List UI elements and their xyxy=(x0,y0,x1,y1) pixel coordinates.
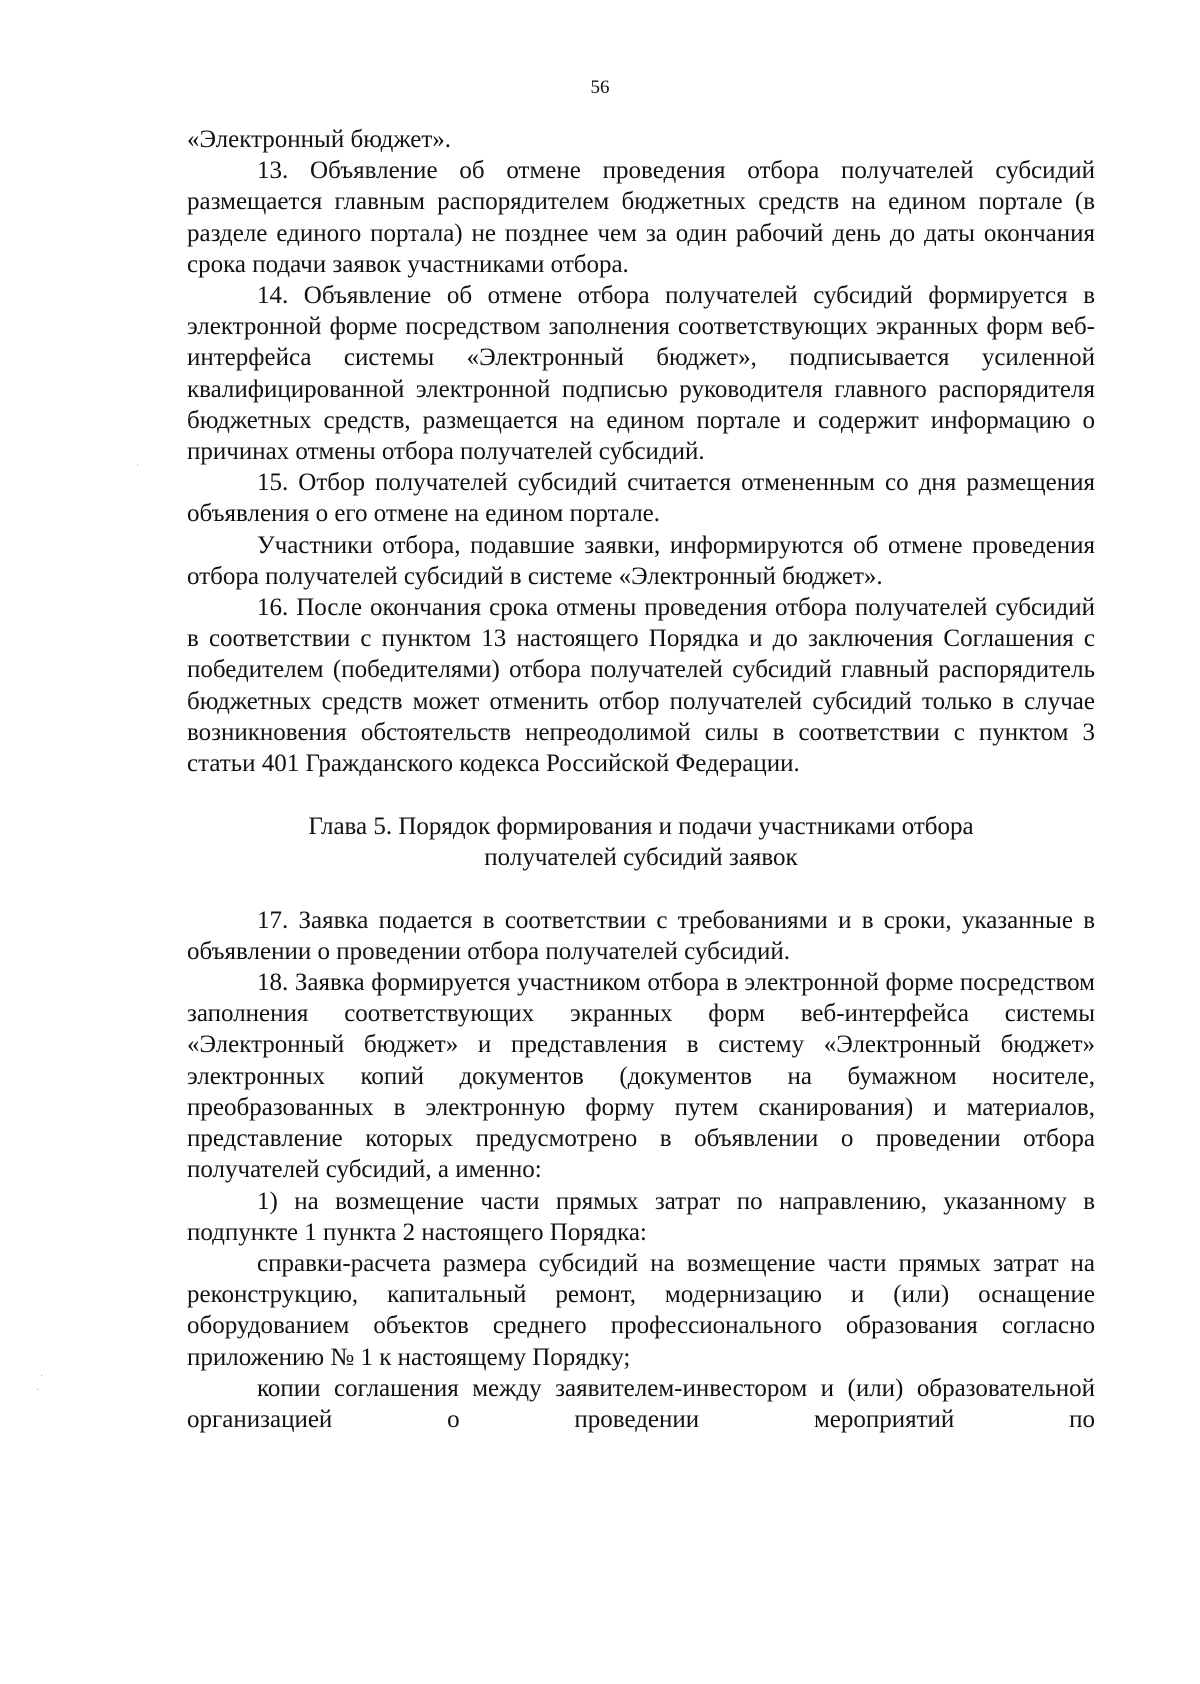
chapter-heading-line-1: Глава 5. Порядок формирования и подачи участниками отбора xyxy=(308,813,974,841)
scan-speck: · xyxy=(36,1385,40,1396)
paragraph-14: 14. Объявление об отмене отбора получателей субсидий формируется в электронной форме посредством заполнения соответствующих экранных форм веб-интерфейса системы «Электронный бюджет», подписывается усиленной квалифицированной электронной подписью руководителя главного распорядителя бюджетных средств, размещается на едином портале и содержит информацию о причинах отмены отбора получателей субсидий. xyxy=(187,282,1095,466)
paragraph-18: 18. Заявка формируется участником отбора в электронной форме посредством заполнения соответствующих экранных форм веб-интерфейса системы «Электронный бюджет» и представления в систему «Электронный бюджет» электронных копий документов (документов на бумажном носителе, преобразованных в электронную форму путем сканирования) и материалов, представление которых предусмотрено в объявлении о проведении отбора получателей субсидий, а именно: xyxy=(187,969,1095,1184)
paragraph-13: 13. Объявление об отмене проведения отбора получателей субсидий размещается главным распорядителем бюджетных средств на едином портале (в разделе единого портала) не позднее чем за один рабочий день до даты окончания срока подачи заявок участниками отбора. xyxy=(187,157,1095,278)
paragraph-15: 15. Отбор получателей субсидий считается отмененным со дня размещения объявления о его отмене на едином портале. xyxy=(187,469,1095,528)
page-number: 56 xyxy=(590,77,610,98)
continuation-text: «Электронный бюджет». xyxy=(187,126,452,153)
paragraph-17: 17. Заявка подается в соответствии с требованиями и в сроки, указанные в объявлении о проведении отбора получателей субсидий. xyxy=(187,906,1095,965)
chapter-heading-line-2: получателей субсидий заявок xyxy=(484,844,798,872)
list-subitem-calculation: справки-расчета размера субсидий на возмещение части прямых затрат на реконструкцию, капитальный ремонт, модернизацию и (или) оснащение оборудованием объектов среднего профессионального образования согласно приложению № 1 к настоящему Порядку; xyxy=(187,1249,1095,1371)
scan-speck: · xyxy=(40,1371,44,1382)
paragraph-participants-notice: Участники отбора, подавшие заявки, информируются об отмене проведения отбора получателей субсидий в системе «Электронный бюджет». xyxy=(187,531,1095,590)
list-item-1: 1) на возмещение части прямых затрат по направлению, указанному в подпункте 1 пункта 2 настоящего Порядка: xyxy=(187,1187,1095,1246)
paragraph-16: 16. После окончания срока отмены проведения отбора получателей субсидий в соответствии с пунктом 13 настоящего Порядка и до заключения Соглашения с победителем (победителями) отбора получателей субсидий главный распорядитель бюджетных средств может отменить отбор получателей субсидий только в случае возникновения обстоятельств непреодолимой силы в соответствии с пунктом 3 статьи 401 Гражданского кодекса Российской Федерации. xyxy=(187,594,1095,778)
scan-speck: · xyxy=(136,461,140,472)
chapter-heading xyxy=(187,811,1095,873)
list-subitem-agreement-copy: копии соглашения между заявителем-инвестором и (или) образовательной организацией о проведении мероприятий по xyxy=(187,1374,1095,1433)
page-body xyxy=(187,124,1095,1435)
